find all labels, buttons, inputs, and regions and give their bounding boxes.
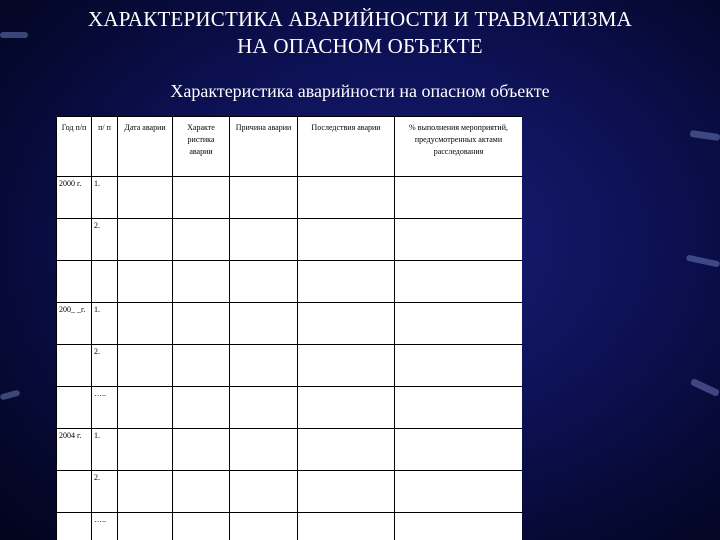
cause-cell[interactable] [230,303,298,345]
consequences-cell[interactable] [298,345,395,387]
header-year: Год п/п [57,117,92,177]
consequences-cell[interactable] [298,177,395,219]
completion-cell[interactable] [395,303,523,345]
date-cell[interactable] [118,387,173,429]
number-cell[interactable] [92,261,118,303]
header-completion: % выполнения мероприятий, предусмотренных актами расследования [395,117,523,177]
characteristic-cell[interactable] [173,387,230,429]
year-cell[interactable] [57,219,92,261]
characteristic-cell[interactable] [173,219,230,261]
year-cell[interactable]: 2004 г. [57,429,92,471]
year-cell[interactable]: 200_ _г. [57,303,92,345]
consequences-cell[interactable] [298,513,395,540]
date-cell[interactable] [118,471,173,513]
completion-cell[interactable] [395,387,523,429]
table-body [57,177,523,540]
year-cell[interactable] [57,387,92,429]
completion-cell[interactable] [395,219,523,261]
consequences-cell[interactable] [298,429,395,471]
accident-table-sheet [56,116,522,540]
header-number: п/ п [92,117,118,177]
number-cell[interactable]: 2. [92,345,118,387]
date-cell[interactable] [118,429,173,471]
date-cell[interactable] [118,219,173,261]
year-cell[interactable] [57,345,92,387]
characteristic-cell[interactable] [173,177,230,219]
header-cause: Причина аварии [230,117,298,177]
cause-cell[interactable] [230,387,298,429]
year-cell[interactable] [57,471,92,513]
consequences-cell[interactable] [298,219,395,261]
header-date: Дата аварии [118,117,173,177]
table-row [57,429,523,471]
consequences-cell[interactable] [298,303,395,345]
header-characteristic: Характе ристика аварии [173,117,230,177]
table-header-row [57,117,523,177]
number-cell[interactable]: ….. [92,387,118,429]
accident-table [56,116,522,540]
slide-title-line-1: ХАРАКТЕРИСТИКА АВАРИЙНОСТИ И ТРАВМАТИЗМА [87,7,633,31]
completion-cell[interactable] [395,513,523,540]
characteristic-cell[interactable] [173,471,230,513]
completion-cell[interactable] [395,429,523,471]
year-cell[interactable]: 2000 г. [57,177,92,219]
date-cell[interactable] [118,177,173,219]
cause-cell[interactable] [230,429,298,471]
year-cell[interactable] [57,513,92,540]
number-cell[interactable]: 1. [92,177,118,219]
consequences-cell[interactable] [298,387,395,429]
slide-title [0,6,720,60]
date-cell[interactable] [118,261,173,303]
table-row [57,471,523,513]
header-consequences: Последствия аварии [298,117,395,177]
cause-cell[interactable] [230,219,298,261]
cause-cell[interactable] [230,345,298,387]
number-cell[interactable]: 2. [92,471,118,513]
table-caption: Характеристика аварийности на опасном объекте [170,81,550,101]
slide-title-line-2: НА ОПАСНОМ ОБЪЕКТЕ [237,34,483,58]
consequences-cell[interactable] [298,261,395,303]
number-cell[interactable]: 1. [92,303,118,345]
number-cell[interactable]: 1. [92,429,118,471]
table-row [57,219,523,261]
completion-cell[interactable] [395,471,523,513]
cause-cell[interactable] [230,471,298,513]
date-cell[interactable] [118,303,173,345]
table-row [57,513,523,540]
date-cell[interactable] [118,513,173,540]
date-cell[interactable] [118,345,173,387]
completion-cell[interactable] [395,177,523,219]
table-row [57,177,523,219]
number-cell[interactable]: 2. [92,219,118,261]
consequences-cell[interactable] [298,471,395,513]
characteristic-cell[interactable] [173,303,230,345]
number-cell[interactable]: ….. [92,513,118,540]
cause-cell[interactable] [230,177,298,219]
cause-cell[interactable] [230,261,298,303]
characteristic-cell[interactable] [173,513,230,540]
characteristic-cell[interactable] [173,345,230,387]
table-row [57,345,523,387]
table-row [57,303,523,345]
characteristic-cell[interactable] [173,429,230,471]
table-row [57,261,523,303]
completion-cell[interactable] [395,261,523,303]
cause-cell[interactable] [230,513,298,540]
characteristic-cell[interactable] [173,261,230,303]
completion-cell[interactable] [395,345,523,387]
table-row [57,387,523,429]
year-cell[interactable] [57,261,92,303]
